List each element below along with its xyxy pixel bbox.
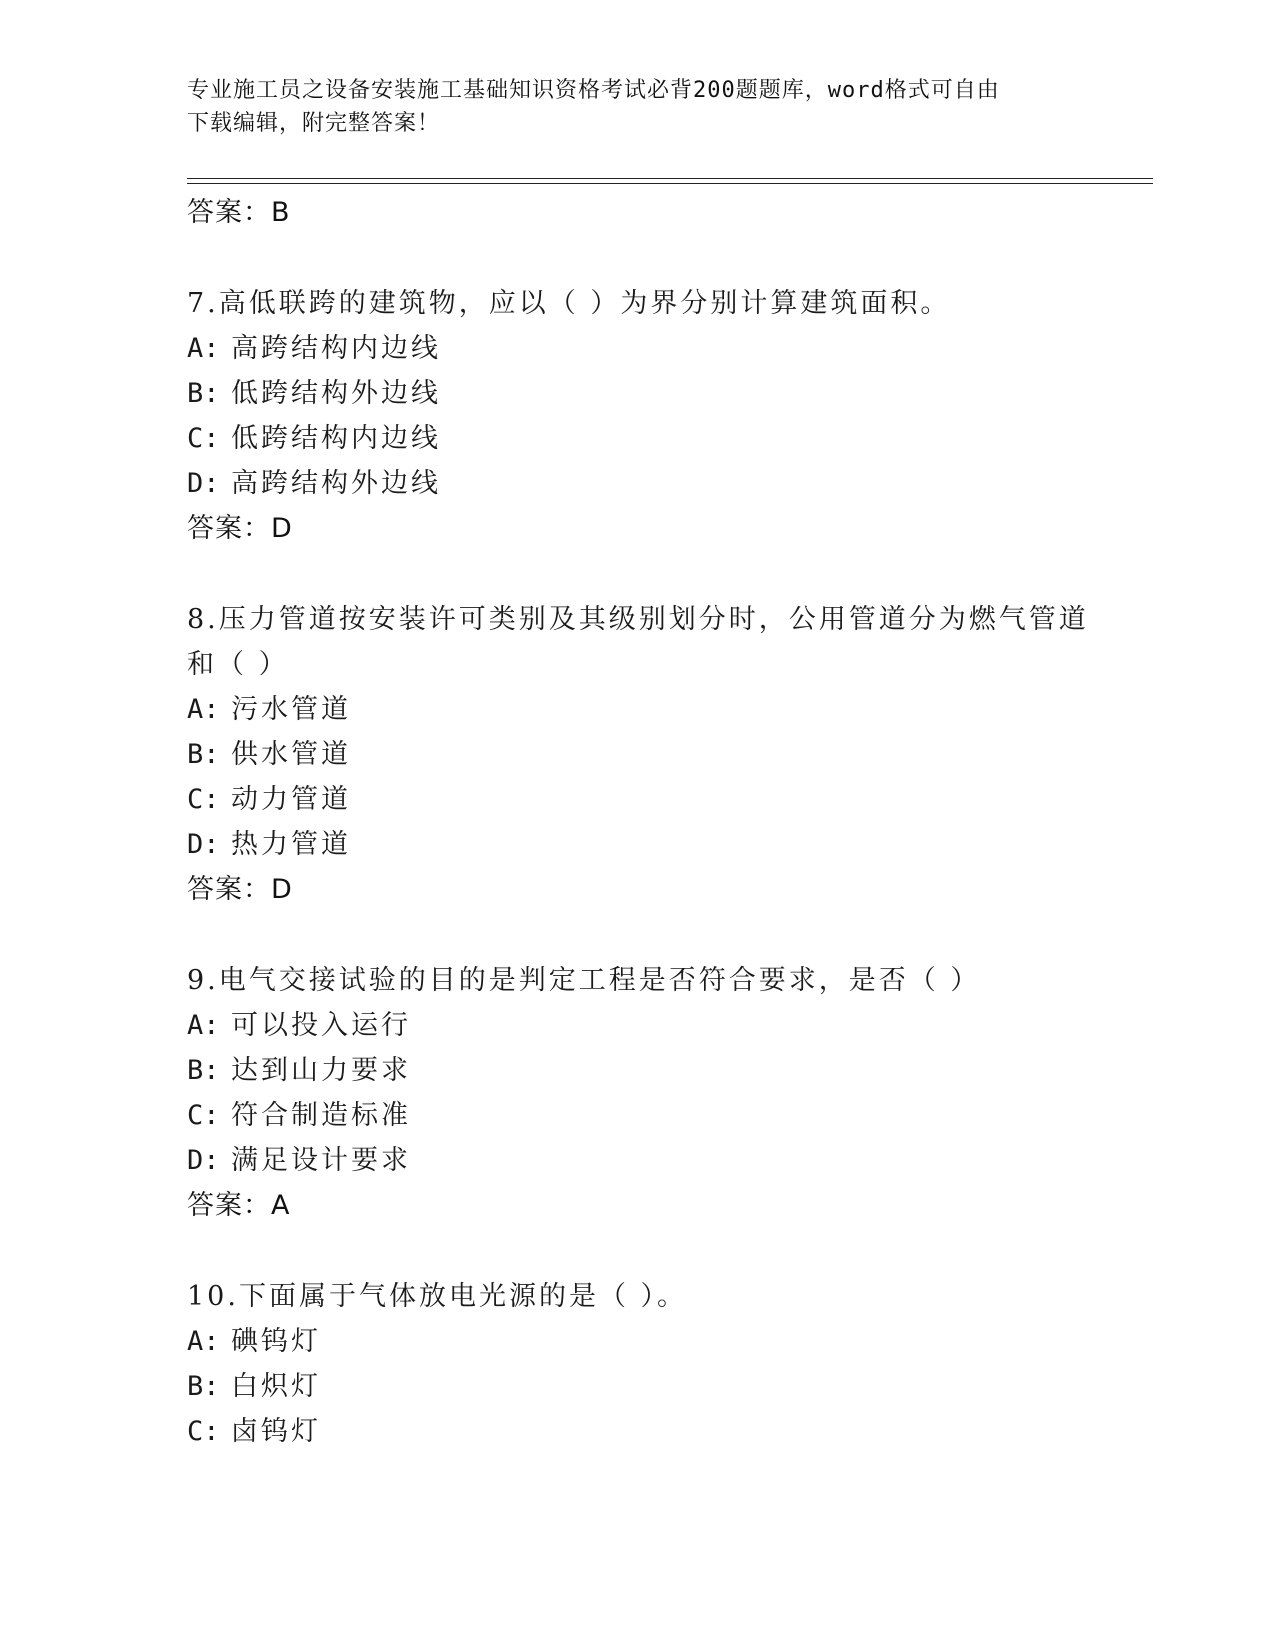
header-rule-top <box>187 178 1153 179</box>
option-key: B: <box>187 1055 220 1086</box>
option-c <box>187 1409 1087 1454</box>
option-text: 污水管道 <box>231 694 351 725</box>
option-key: C: <box>187 423 220 454</box>
option-text: 满足设计要求 <box>231 1145 411 1176</box>
option-text: 供水管道 <box>231 739 351 770</box>
option-text: 碘钨灯 <box>231 1326 321 1357</box>
option-a <box>187 687 1087 732</box>
header-rule-bottom <box>187 183 1153 184</box>
question-7 <box>187 281 1087 551</box>
option-d <box>187 822 1087 867</box>
option-c <box>187 1093 1087 1138</box>
option-key: B: <box>187 739 220 770</box>
option-key: D: <box>187 1145 220 1176</box>
answer: 答案：D <box>187 513 293 544</box>
answer: 答案：A <box>187 1190 291 1221</box>
option-key: A: <box>187 1326 220 1357</box>
option-text: 白炽灯 <box>231 1371 321 1402</box>
option-a <box>187 1003 1087 1048</box>
question-9 <box>187 958 1087 1228</box>
spacer <box>187 235 1087 281</box>
option-text: 热力管道 <box>231 829 351 860</box>
option-text: 高跨结构内边线 <box>231 333 441 364</box>
question-stem: 7.高低联跨的建筑物，应以（ ）为界分别计算建筑面积。 <box>187 288 951 319</box>
option-a <box>187 326 1087 371</box>
option-key: A: <box>187 1010 220 1041</box>
option-text: 低跨结构外边线 <box>231 378 441 409</box>
question-stem-line-1: 8.压力管道按安装许可类别及其级别划分时，公用管道分为燃气管道 <box>187 604 1089 635</box>
option-key: C: <box>187 784 220 815</box>
option-text: 卤钨灯 <box>231 1416 321 1447</box>
option-key: D: <box>187 829 220 860</box>
option-d <box>187 1138 1087 1183</box>
header-line-1: 专业施工员之设备安装施工基础知识资格考试必背200题题库，word格式可自由 <box>187 78 1000 103</box>
answer: 答案：D <box>187 874 293 905</box>
question-stem: 9.电气交接试验的目的是判定工程是否符合要求，是否（ ） <box>187 965 981 996</box>
option-key: C: <box>187 1100 220 1131</box>
option-b <box>187 1364 1087 1409</box>
question-8 <box>187 597 1087 912</box>
option-key: D: <box>187 468 220 499</box>
option-key: C: <box>187 1416 220 1447</box>
option-a <box>187 1319 1087 1364</box>
document-body <box>187 190 1087 1454</box>
header-line-2: 下载编辑，附完整答案！ <box>187 111 441 136</box>
spacer <box>187 912 1087 958</box>
question-stem-line-2: 和（ ） <box>187 649 289 680</box>
option-c <box>187 777 1087 822</box>
option-text: 达到山力要求 <box>231 1055 411 1086</box>
page-header <box>187 74 1067 140</box>
option-c <box>187 416 1087 461</box>
spacer <box>187 551 1087 597</box>
option-b <box>187 371 1087 416</box>
option-b <box>187 732 1087 777</box>
option-d <box>187 461 1087 506</box>
option-text: 符合制造标准 <box>231 1100 411 1131</box>
spacer <box>187 1228 1087 1274</box>
option-key: B: <box>187 378 220 409</box>
option-text: 可以投入运行 <box>231 1010 411 1041</box>
answer-prev: 答案：B <box>187 197 291 228</box>
option-key: A: <box>187 333 220 364</box>
option-text: 高跨结构外边线 <box>231 468 441 499</box>
option-key: A: <box>187 694 220 725</box>
question-10 <box>187 1274 1087 1454</box>
question-stem: 10.下面属于气体放电光源的是（ ）。 <box>187 1281 688 1312</box>
option-text: 动力管道 <box>231 784 351 815</box>
option-text: 低跨结构内边线 <box>231 423 441 454</box>
option-b <box>187 1048 1087 1093</box>
option-key: B: <box>187 1371 220 1402</box>
